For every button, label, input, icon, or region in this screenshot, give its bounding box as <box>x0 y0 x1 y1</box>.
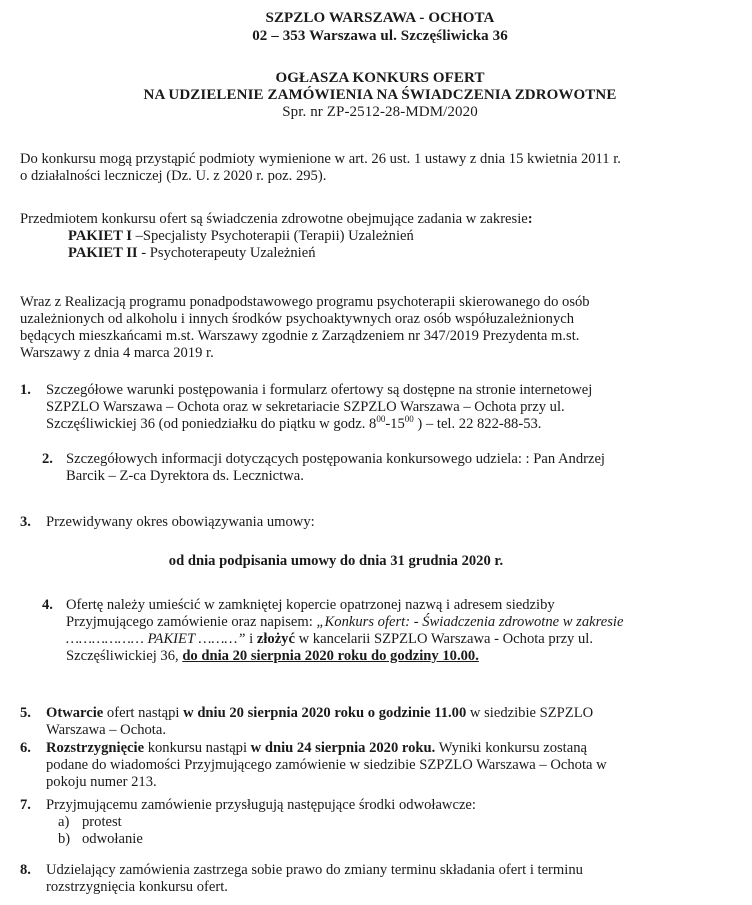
list-item-4: 4. Ofertę należy umieścić w zamkniętej kopercie opatrzonej nazwą i adresem siedziby Przyjmującego zamówienie oraz napisem: „Konkurs ofert: - Świadczenia zdrowotne w zakresie ……………… PAKIET ………” i złożyć w kancelarii SZPZLO Warszawa - Ochota przy ul. Szczęśliwickiej 36, do dnia 20 sierpnia 2020 roku do godziny 10.00. <box>42 597 624 664</box>
announcement-line1: OGŁASZA KONKURS OFERT <box>275 70 485 86</box>
list-number: 4. <box>42 597 53 613</box>
list-item-6: 6. Rozstrzygnięcie konkursu nastąpi w dniu 24 sierpnia 2020 roku. Wyniki konkursu zostaną podane do wiadomości Przyjmującego zamówienie w siedzibie SZPZLO Warszawa – Ochota w pokoju numer 213. <box>20 740 607 790</box>
list-item-1: 1. Szczegółowe warunki postępowania i formularz ofertowy są dostępne na stronie internetowej SZPZLO Warszawa – Ochota oraz w sekretariacie SZPZLO Warszawa – Ochota przy ul. Szczęśliwickiej 36 (od poniedziałku do piątku w godz. $8^{00}-15^{00}$ ) – tel. 22 822-88-53. <box>20 382 593 432</box>
program-paragraph <box>20 294 740 362</box>
intro-line: Do konkursu mogą przystąpić podmioty wymienione w art. 26 ust. 1 ustawy z dnia 15 kwietnia 2011 r. <box>20 151 621 167</box>
package-1: PAKIET I –Specjalisty Psychoterapii (Terapii) Uzależnień <box>68 228 414 244</box>
sublist-item-a: a) protest <box>58 814 122 830</box>
program-line: będących mieszkańcami m.st. Warszawy zgodnie z Zarządzeniem nr 347/2019 Prezydenta m.st. <box>20 328 580 344</box>
announcement-title <box>20 70 740 121</box>
list-number: 7. <box>20 797 31 813</box>
sublist-item-b: b) odwołanie <box>58 831 143 847</box>
reference-number: Spr. nr ZP-2512-28-MDM/2020 <box>282 104 478 120</box>
list-item-8: 8. Udzielający zamówienia zastrzega sobie prawo do zmiany terminu składania ofert i terminu rozstrzygnięcia konkursu ofert. <box>20 862 583 895</box>
header-address: 02 – 353 Warszawa ul. Szczęśliwicka 36 <box>252 28 508 44</box>
contract-period: od dnia podpisania umowy do dnia 31 grudnia 2020 r. <box>168 553 504 569</box>
program-line: Wraz z Realizacją programu ponadpodstawowego programu psychoterapii skierowanego do osób <box>20 294 590 310</box>
intro-line: o działalności leczniczej (Dz. U. z 2020 r. poz. 295). <box>20 168 327 184</box>
list-number: 1. <box>20 382 31 398</box>
list-number: 2. <box>42 451 53 467</box>
header-institution <box>20 10 740 45</box>
program-line: uzależnionych od alkoholu i innych środków psychoaktywnych oraz osób współuzależnionych <box>20 311 575 327</box>
subject-lead: Przedmiotem konkursu ofert są świadczenia zdrowotne obejmujące zadania w zakresie: <box>20 211 533 227</box>
intro-paragraph <box>20 151 740 185</box>
list-item-2: 2. Szczegółowych informacji dotyczących postępowania konkursowego udziela: : Pan Andrzej Barcik – Z-ca Dyrektora ds. Lecznictwa. <box>42 451 605 484</box>
list-number: 8. <box>20 862 31 878</box>
announcement-line2: NA UDZIELENIE ZAMÓWIENIA NA ŚWIADCZENIA ZDROWOTNE <box>143 87 617 103</box>
subject-paragraph <box>20 211 740 262</box>
list-item-5: 5. Otwarcie ofert nastąpi w dniu 20 sierpnia 2020 roku o godzinie 11.00 w siedzibie SZPZLO Warszawa – Ochota. <box>20 705 594 738</box>
deadline: do dnia 20 sierpnia 2020 roku do godziny 10.00. <box>182 648 479 664</box>
list-item-3: 3. Przewidywany okres obowiązywania umowy: <box>20 514 315 530</box>
package-2: PAKIET II - Psychoterapeuty Uzależnień <box>68 245 316 261</box>
list-number: 5. <box>20 705 31 721</box>
list-item-7: 7. Przyjmującemu zamówienie przysługują następujące środki odwoławcze: a) protest b) odwołanie <box>20 797 732 848</box>
header-name: SZPZLO WARSZAWA - OCHOTA <box>265 10 495 26</box>
list-number: 3. <box>20 514 31 530</box>
list-number: 6. <box>20 740 31 756</box>
program-line: Warszawy z dnia 4 marca 2019 r. <box>20 345 214 361</box>
